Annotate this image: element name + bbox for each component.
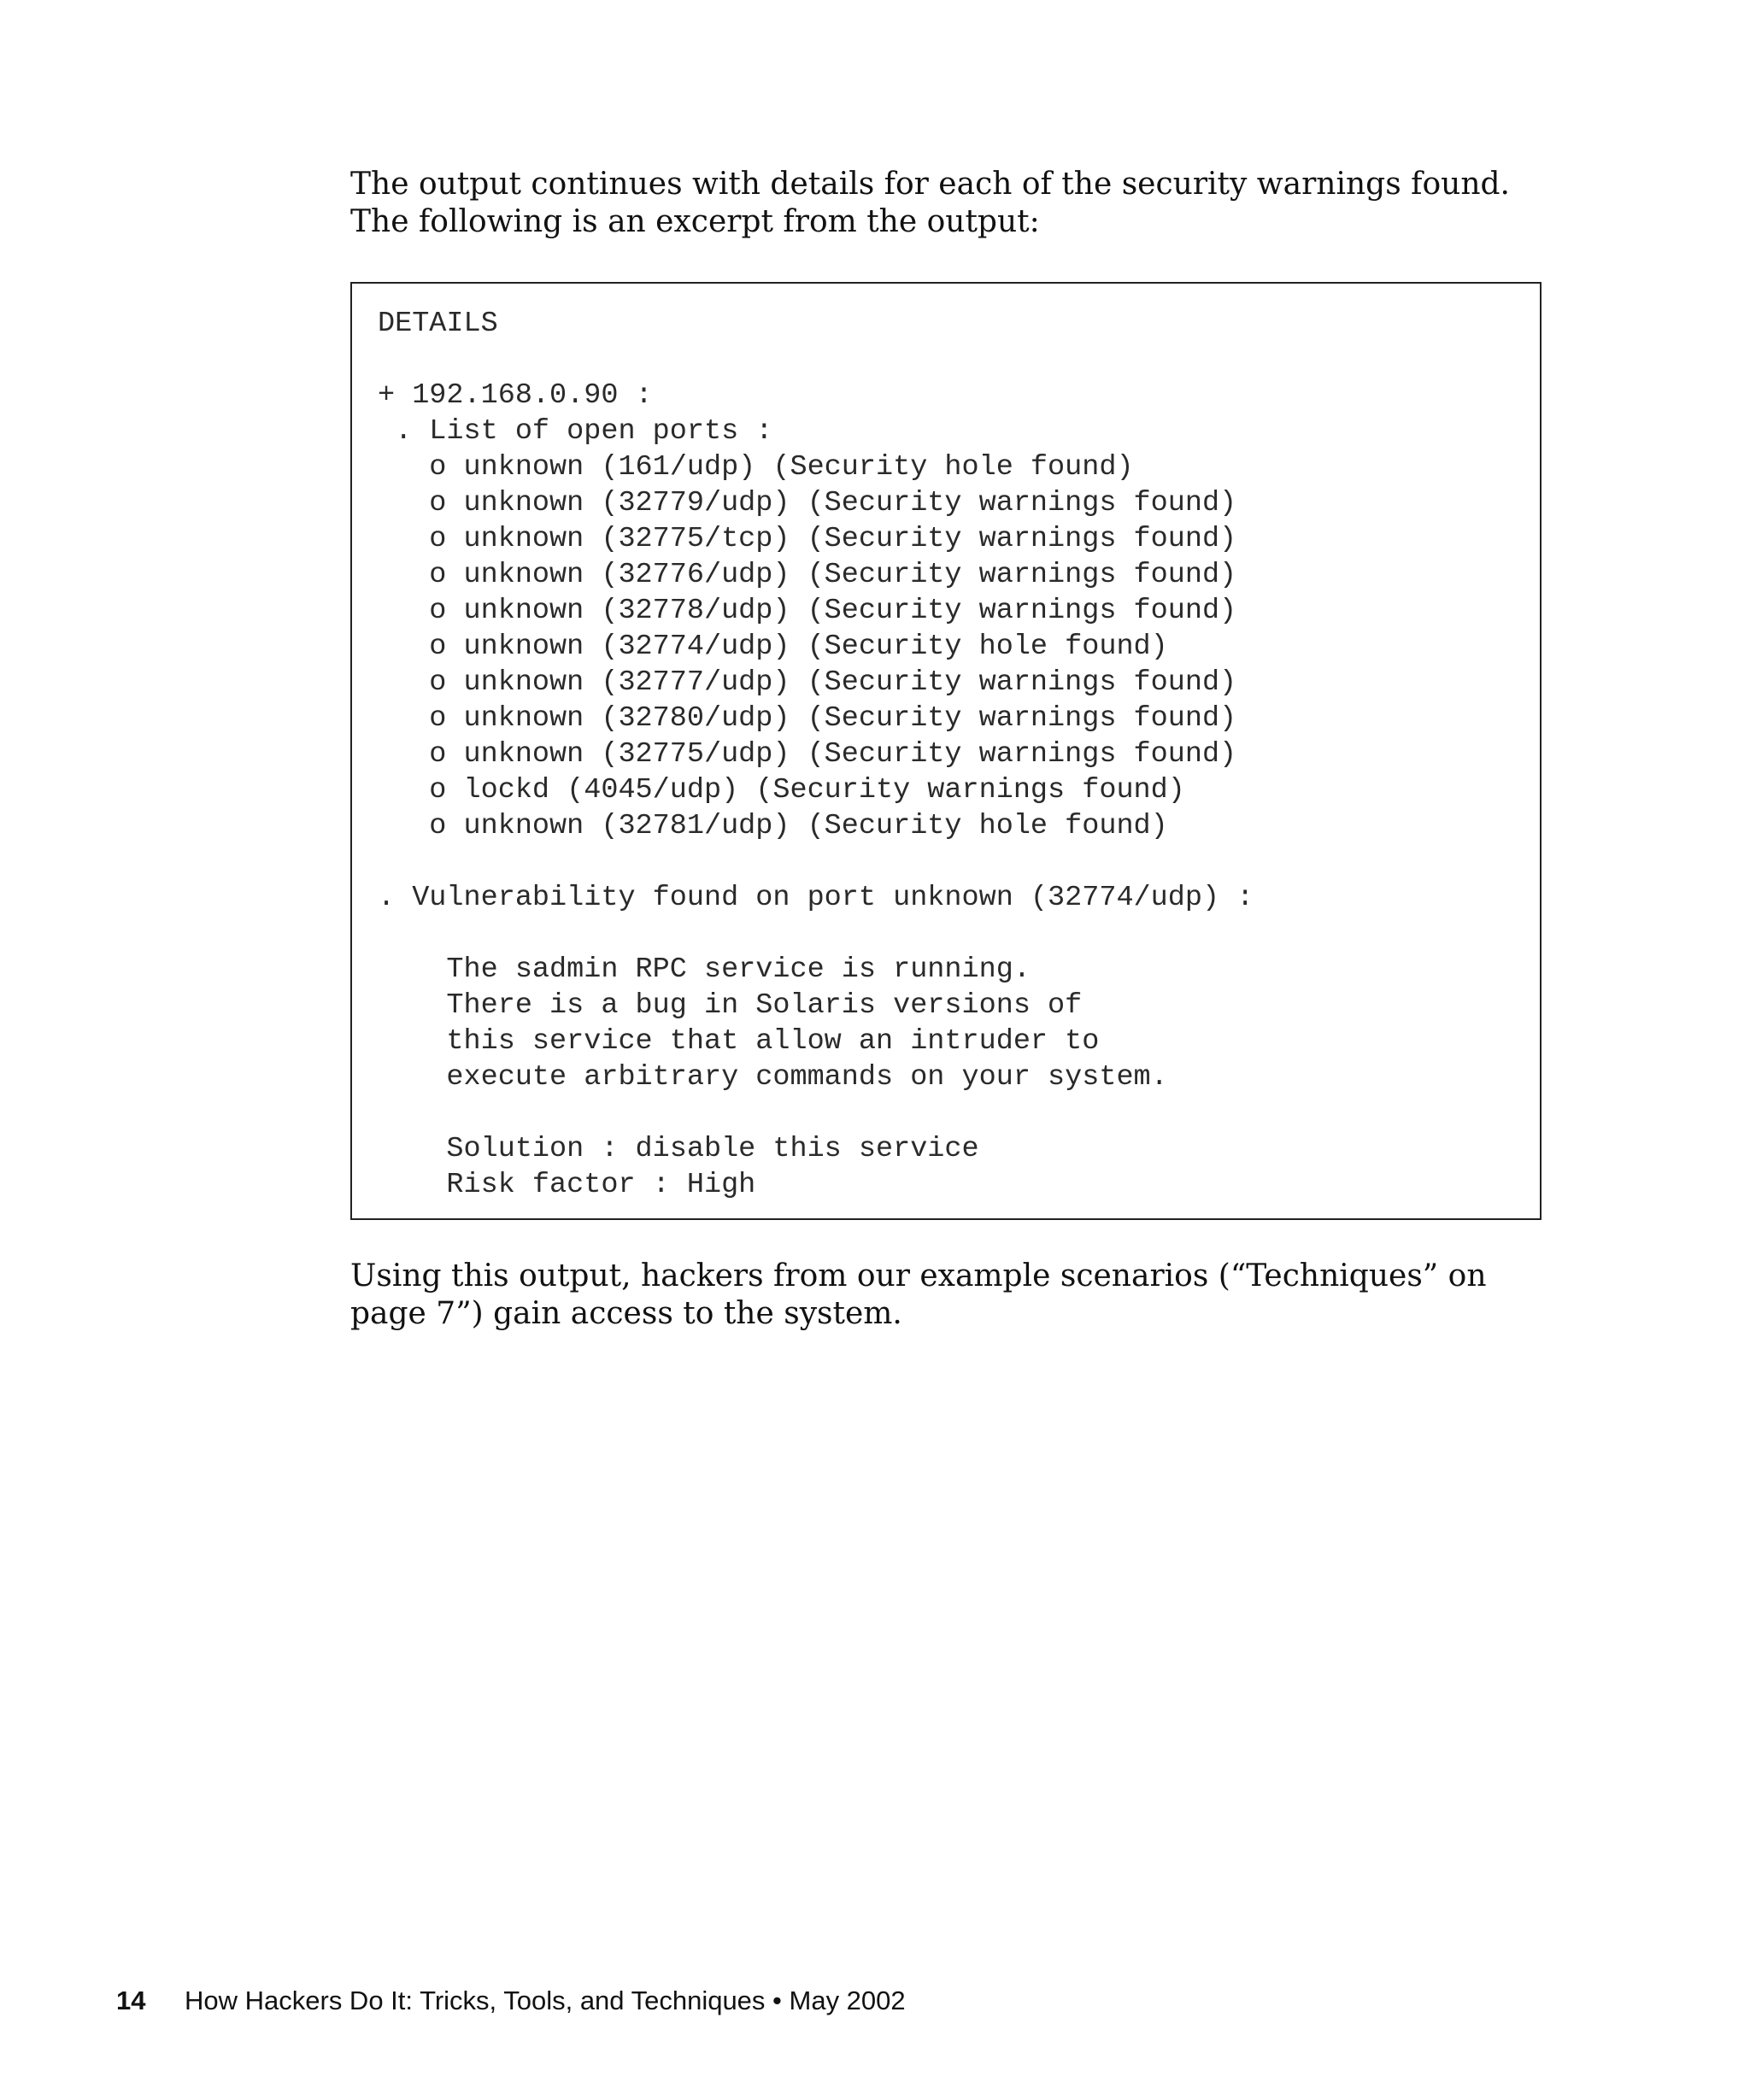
code-line: o unknown (32775/tcp) (Security warnings found) <box>378 523 1237 555</box>
code-line: Risk factor : High <box>378 1169 756 1201</box>
code-line: o unknown (32775/udp) (Security warnings found) <box>378 738 1237 771</box>
code-line: There is a bug in Solaris versions of <box>378 989 1083 1022</box>
code-line: The sadmin RPC service is running. <box>378 953 1031 986</box>
code-line: o unknown (32778/udp) (Security warnings found) <box>378 595 1237 627</box>
code-line: o unknown (32777/udp) (Security warnings found) <box>378 666 1237 699</box>
code-excerpt-box <box>350 282 1542 1220</box>
code-line <box>378 916 1540 952</box>
code-line: o unknown (32780/udp) (Security warnings found) <box>378 702 1237 735</box>
code-line: . List of open ports : <box>378 415 773 448</box>
code-line <box>378 342 1540 378</box>
code-line <box>378 1095 1540 1131</box>
code-line: this service that allow an intruder to <box>378 1025 1100 1058</box>
intro-paragraph: The output continues with details for each of the security warnings found. The following is an excerpt from the output: <box>350 167 1510 239</box>
code-line: Solution : disable this service <box>378 1133 979 1165</box>
code-line: o unknown (32779/udp) (Security warnings found) <box>378 487 1237 519</box>
code-line: + 192.168.0.90 : <box>378 379 653 412</box>
code-line: DETAILS <box>378 308 498 340</box>
code-line: o unknown (32776/udp) (Security warnings found) <box>378 559 1237 591</box>
code-line: o lockd (4045/udp) (Security warnings found) <box>378 774 1185 807</box>
code-line: o unknown (32781/udp) (Security hole found) <box>378 810 1168 842</box>
code-line: o unknown (32774/udp) (Security hole found) <box>378 631 1168 663</box>
outro-paragraph: Using this output, hackers from our example scenarios (“Techniques” on page 7”) gain access to the system. <box>350 1258 1487 1331</box>
page-number: 14 <box>116 1986 146 2015</box>
code-line: o unknown (161/udp) (Security hole found) <box>378 451 1134 484</box>
code-line: execute arbitrary commands on your system. <box>378 1061 1168 1094</box>
code-line <box>378 844 1540 880</box>
code-line: . Vulnerability found on port unknown (32774/udp) : <box>378 882 1254 914</box>
running-footer-text: How Hackers Do It: Tricks, Tools, and Techniques • May 2002 <box>185 1986 906 2015</box>
page-footer <box>116 1984 906 2018</box>
